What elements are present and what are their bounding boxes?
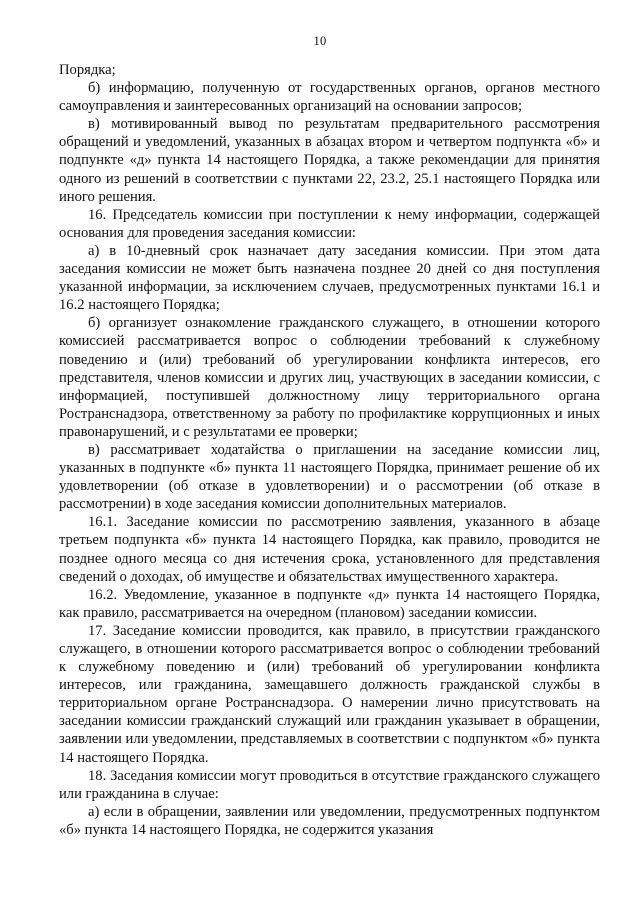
paragraph-16-v: в) рассматривает ходатайства о приглашении на заседание комиссии лиц, указанных в подпункте «б» пункта 11 настоящего Порядка, принимает решение об их удовлетворении (об отказе в удовлетворении) и о рассмотрении (об отказе в рассмотрении) в ходе заседания комиссии дополнительных материалов.: [59, 441, 600, 513]
paragraph-16: 16. Председатель комиссии при поступлении к нему информации, содержащей основания для проведения заседания комиссии:: [59, 206, 600, 241]
paragraph-18-a: а) если в обращении, заявлении или уведомлении, предусмотренных подпунктом «б» пункта 14 настоящего Порядка, не содержится указания: [59, 803, 600, 838]
paragraph-16-a: а) в 10-дневный срок назначает дату заседания комиссии. При этом дата заседания комиссии не может быть назначена позднее 20 дней со дня поступления указанной информации, за исключением случаев, предусмотренных пунктами 16.1 и 16.2 настоящего Порядка;: [59, 242, 600, 314]
paragraph-18: 18. Заседания комиссии могут проводиться в отсутствие гражданского служащего или гражданина в случае:: [59, 767, 600, 802]
page-number: 10: [313, 34, 327, 48]
paragraph-item-b: б) информацию, полученную от государственных органов, органов местного самоуправления и заинтересованных организаций на основании запросов;: [59, 80, 600, 115]
paragraph-16-1: 16.1. Заседание комиссии по рассмотрению заявления, указанного в абзаце третьем подпункта «б» пункта 14 настоящего Порядка, как правило, проводится не позднее одного месяца со дня истечения срока, установленного для представления сведений о доходах, об имуществе и обязательствах имущественного характера.: [59, 514, 600, 585]
paragraph-16-2: 16.2. Уведомление, указанное в подпункте «д» пункта 14 настоящего Порядка, как правило, рассматривается на очередном (плановом) заседании комиссии.: [59, 586, 600, 621]
paragraph-item-v: в) мотивированный вывод по результатам предварительного рассмотрения обращений и уведомлений, указанных в абзацах втором и четвертом подпункта «б» и подпункте «д» пункта 14 настоящего Порядка, а также рекомендации для принятия одного из решений в соответствии с пунктами 22, 23.2, 25.1 настоящего Порядка или иного решения.: [59, 116, 600, 205]
document-body: [59, 61, 600, 839]
paragraph-17: 17. Заседание комиссии проводится, как правило, в присутствии гражданского служащего, в отношении которого рассматривается вопрос о соблюдении требований к служебному поведению и (или) требований об урегулировании конфликта интересов, или гражданина, замещавшего должность гражданской службы в территориальном органе Ространснадзора. О намерении лично присутствовать на заседании комиссии гражданский служащий или гражданин указывает в обращении, заявлении или уведомлении, представляемых в соответствии с подпунктом «б» пункта 14 настоящего Порядка.: [59, 622, 600, 766]
paragraph-16-b: б) организует ознакомление гражданского служащего, в отношении которого комиссией рассматривается вопрос о соблюдении требований к служебному поведению и (или) требований об урегулировании конфликта интересов, его представителя, членов комиссии и других лиц, участвующих в заседании комиссии, с информацией, поступившей должностному лицу территориального органа Ространснадзора, ответственному за работу по профилактике коррупционных и иных правонарушений, и с результатами ее проверки;: [59, 315, 600, 440]
paragraph-continuation: Порядка;: [59, 62, 116, 78]
